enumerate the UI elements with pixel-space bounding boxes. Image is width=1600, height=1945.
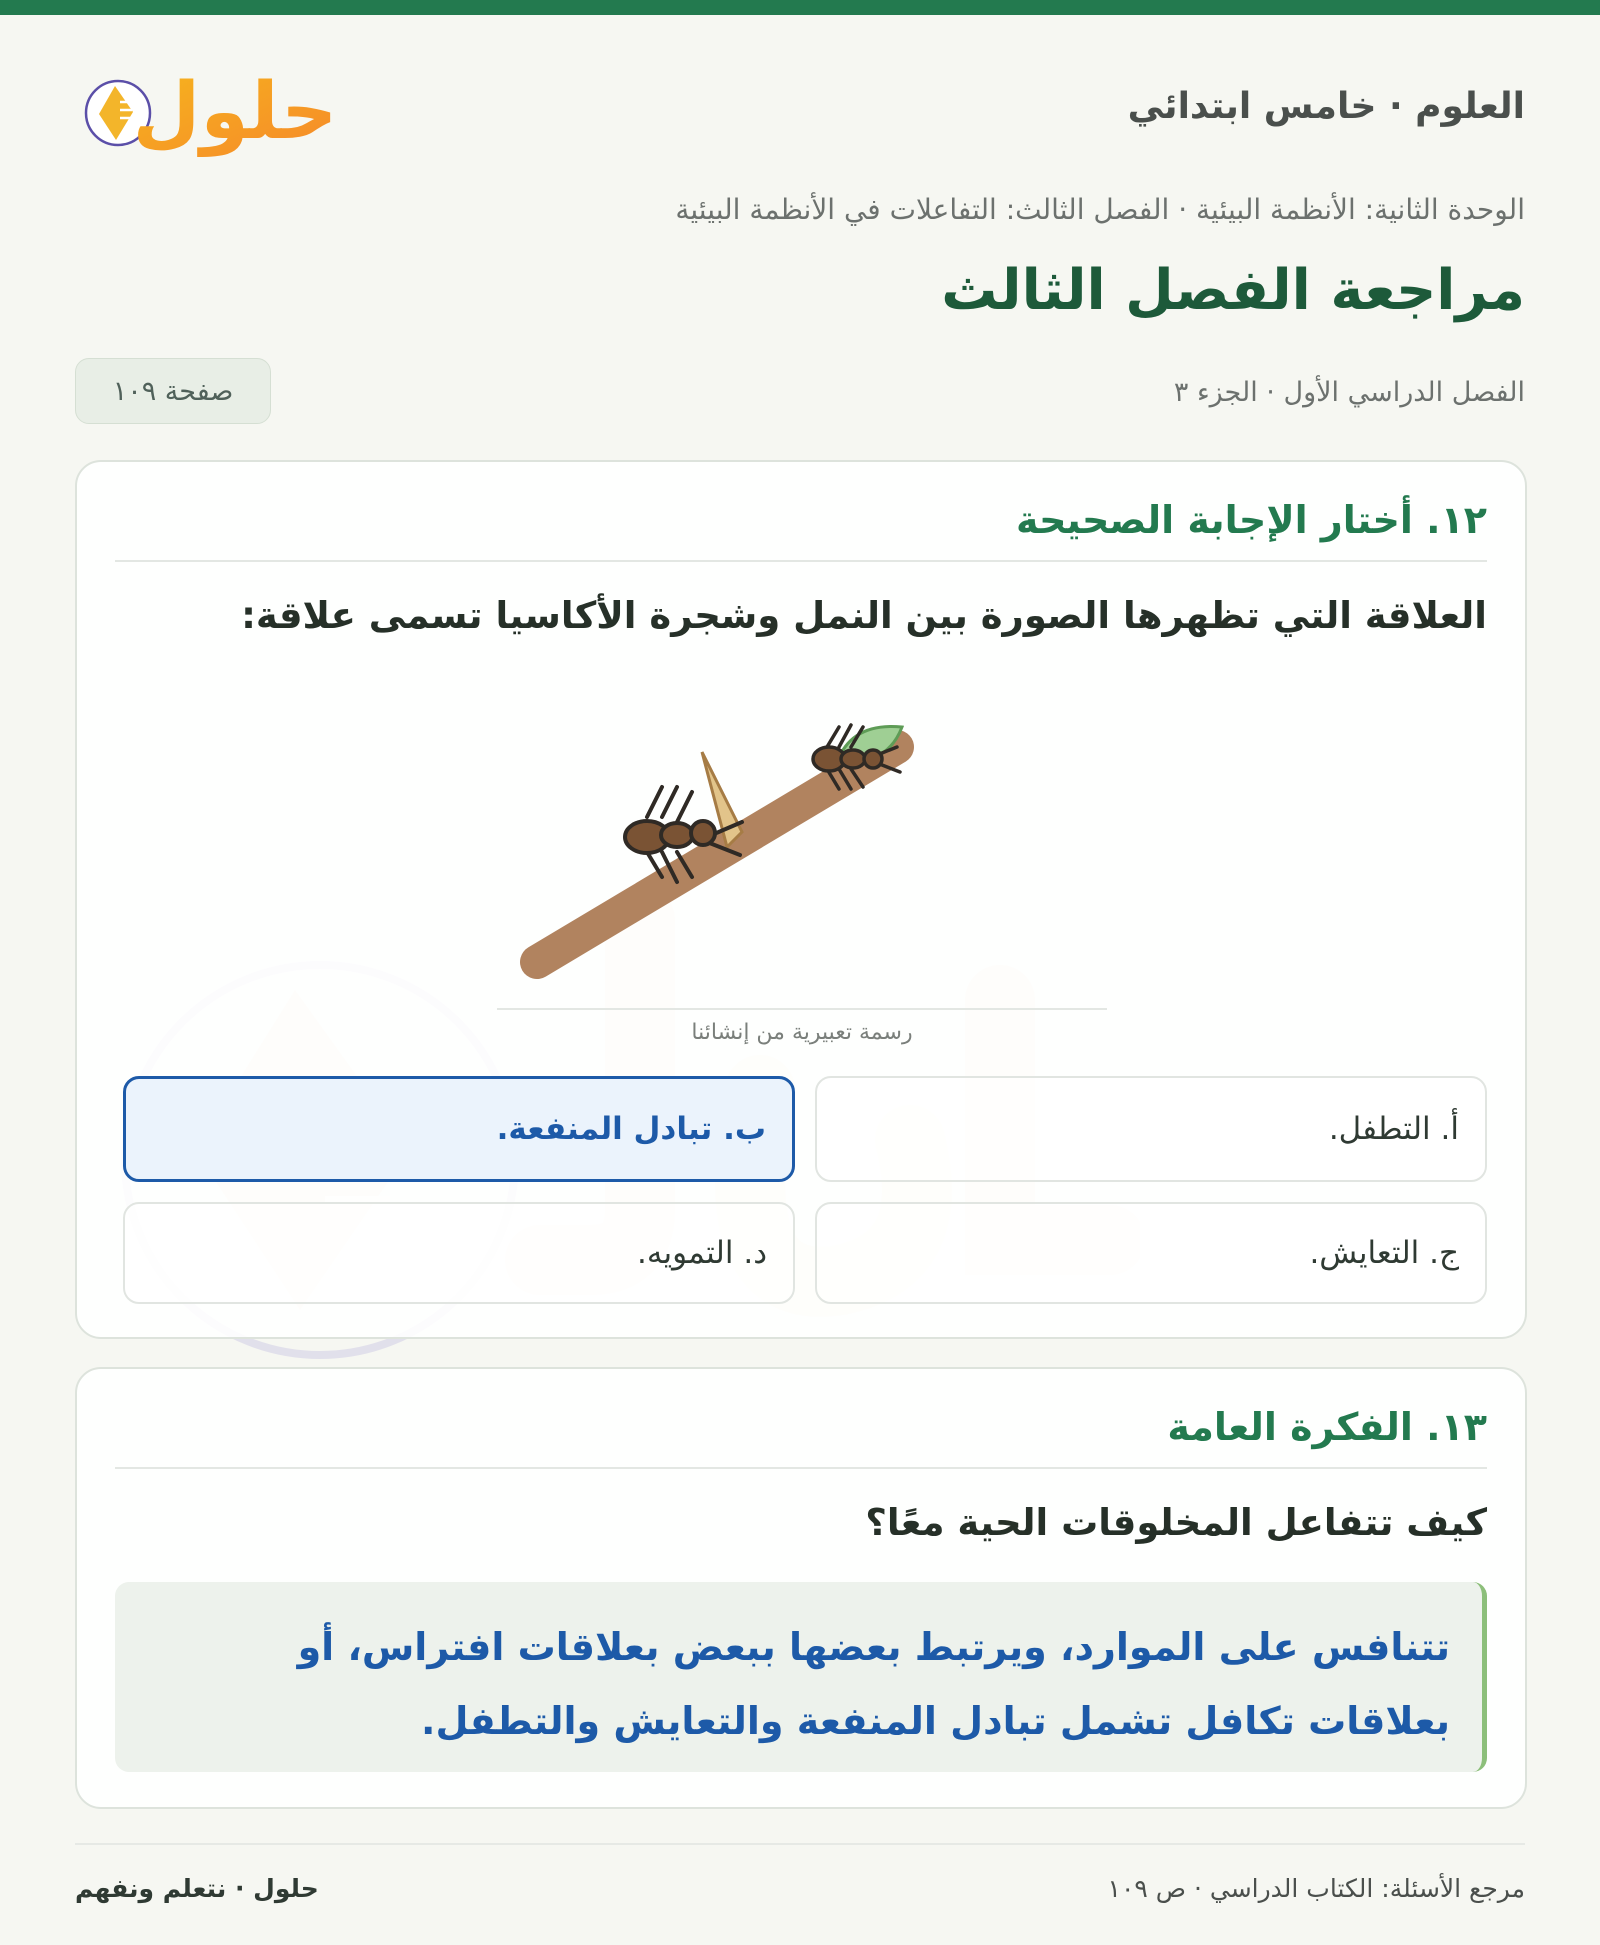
- ants-on-acacia-illustration: [497, 677, 1107, 987]
- question-12-heading: ١٢. أختار الإجابة الصحيحة: [1016, 498, 1487, 542]
- question-12-card: [75, 460, 1527, 1339]
- top-accent-bar: [0, 0, 1600, 15]
- option-d[interactable]: د. التمويه.: [123, 1202, 795, 1304]
- breadcrumb: الوحدة الثانية: الأنظمة البيئية · الفصل الثالث: التفاعلات في الأنظمة البيئية: [675, 193, 1525, 226]
- page-title: مراجعة الفصل الثالث: [941, 258, 1525, 323]
- question-13-text: كيف تتفاعل المخلوقات الحية معًا؟: [865, 1501, 1487, 1544]
- page-header: [75, 50, 1525, 170]
- answer-text: تتنافس على الموارد، ويرتبط بعضها ببعض بعلاقات افتراس، أو بعلاقات تكافل تشمل تبادل المنفعة والتعايش والتطفل.: [297, 1625, 1450, 1743]
- footer-divider: [75, 1843, 1525, 1845]
- question-13-card: [75, 1367, 1527, 1809]
- option-b-selected[interactable]: ب. تبادل المنفعة.: [123, 1076, 795, 1182]
- option-a[interactable]: أ. التطفل.: [815, 1076, 1487, 1182]
- answer-box: [115, 1582, 1487, 1772]
- divider: [115, 560, 1487, 562]
- term-label: الفصل الدراسي الأول · الجزء ٣: [1173, 377, 1525, 408]
- footer-brand[interactable]: حلول · نتعلم ونفهم: [75, 1874, 319, 1903]
- figure-caption: رسمة تعبيرية من إنشائنا: [691, 1020, 913, 1045]
- hulul-logo[interactable]: [75, 50, 345, 165]
- page-number-chip: صفحة ١٠٩: [75, 358, 271, 424]
- option-c[interactable]: ج. التعايش.: [815, 1202, 1487, 1304]
- question-13-heading: ١٣. الفكرة العامة: [1167, 1405, 1487, 1449]
- footer-reference: مرجع الأسئلة: الكتاب الدراسي · ص ١٠٩: [1107, 1874, 1525, 1903]
- logo-text: حلول: [132, 67, 338, 157]
- subject-label: العلوم · خامس ابتدائي: [1127, 86, 1525, 127]
- divider: [115, 1467, 1487, 1469]
- question-12-text: العلاقة التي تظهرها الصورة بين النمل وشجرة الأكاسيا تسمى علاقة:: [241, 594, 1487, 637]
- figure-divider: [497, 1008, 1107, 1010]
